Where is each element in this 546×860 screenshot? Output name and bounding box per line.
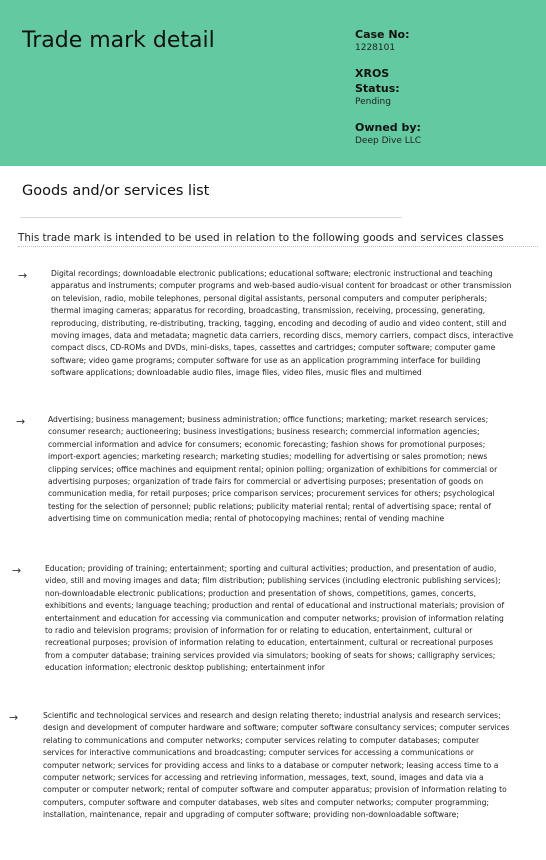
arrow-right-icon: → [9,711,19,724]
case-meta [355,27,540,148]
header-banner [0,0,546,166]
status-label: Status: [355,82,400,95]
page-title: Trade mark detail [22,28,215,53]
owner-value: Deep Dive LLC [355,136,422,146]
arrow-right-icon: → [12,564,22,577]
owner-label: Owned by: [355,121,421,134]
trade-mark-name: XROS [355,67,390,80]
section-divider [20,217,402,218]
class-description: Scientific and technological services and research and design relating thereto; industrial analysis and research services; design and development of computer hardware and software; computer software consultancy services; computer services relating to communications and computer networks; computer services relating to computer databases; computer services for interactive communications and broadcasting; computer services for accessing a communications or computer network; services for providing access and links to a database or computer network; leasing access time to a computer network; services for accessing and retrieving information, messages, text, sound, images and data via a computer or computer network; rental of computer software and computer apparatus; provision of information relating to computers, computer software and computer databases, web sites and computer networks; computer programming; installation, maintenance, repair and upgrading of computer software; providing non-downloadable software; [43,711,510,820]
arrow-right-icon: → [18,269,28,282]
goods-services-heading: Goods and/or services list [22,183,210,199]
classes-intro-text: This trade mark is intended to be used in relation to the following goods and services classes [18,232,538,247]
case-number-value: 1228101 [355,43,396,53]
class-description: Digital recordings; downloadable electronic publications; educational software; electronic instructional and teaching apparatus and instruments; computer programs and web-based audio-visual content for broadcast or other transmission on television, radio, mobile telephones, personal digital assistants, personal computers and computer peripherals; thermal imaging cameras; apparatus for recording, broadcasting, transmission, receiving, processing, generating, reproducing, distributing, re-distributing, tracking, tagging, encoding and decoding of audio and video content, still and moving images, data and metadata; magnetic data carriers, recording discs, memory carriers, compact discs, interactive compact discs, CD-ROMs and DVDs, mini-disks, tapes, cassettes and cartridges; computer software; computer game software; video game programs; computer software for use as an application programming interface for building software applications; downloadable audio files, image files, video files, music files and multimed [51,269,514,378]
status-value: Pending [355,97,391,107]
arrow-right-icon: → [16,415,26,428]
class-description: Education; providing of training; entertainment; sporting and cultural activities; production, and presentation of audio, video, still and moving images and data; film distribution; publishing services (including electronic publishing services); non-downloadable electronic publications; production and presentation of shows, competitions, games, concerts, exhibitions and events; language teaching; production and rental of educational and instructional materials; provision of entertainment and education for accessing via communication and computer networks; provision of information relating to radio and television programs; provision of information for or relating to education, entertainment, cultural or recreational purposes; provision of information relating to education, entertainment, cultural or recreational purposes from a computer database; training services provided via simulators; booking of seats for shows; calligraphy services; education information; electronic desktop publishing; entertainment infor [45,564,505,673]
case-number-label: Case No: [355,28,410,41]
class-description: Advertising; business management; business administration; office functions; marketing; market research services; consumer research; auctioneering; business investigations; business research; commercial information agencies; commercial information and advice for consumers; economic forecasting; fashion shows for promotional purposes; import-export agencies; marketing research; marketing studies; modelling for advertising or sales promotion; news clipping services; office machines and equipment rental; opinion polling; organization of exhibitions for commercial or advertising purposes; organization of trade fairs for commercial or advertising purposes; presentation of goods on communication media, for retail purposes; price comparison services; procurement services for others; psychological testing for the selection of personnel; public relations; publicity material rental; rental of advertising space; rental of advertising time on communication media; rental of photocopying machines; rental of vending machine [48,415,498,524]
